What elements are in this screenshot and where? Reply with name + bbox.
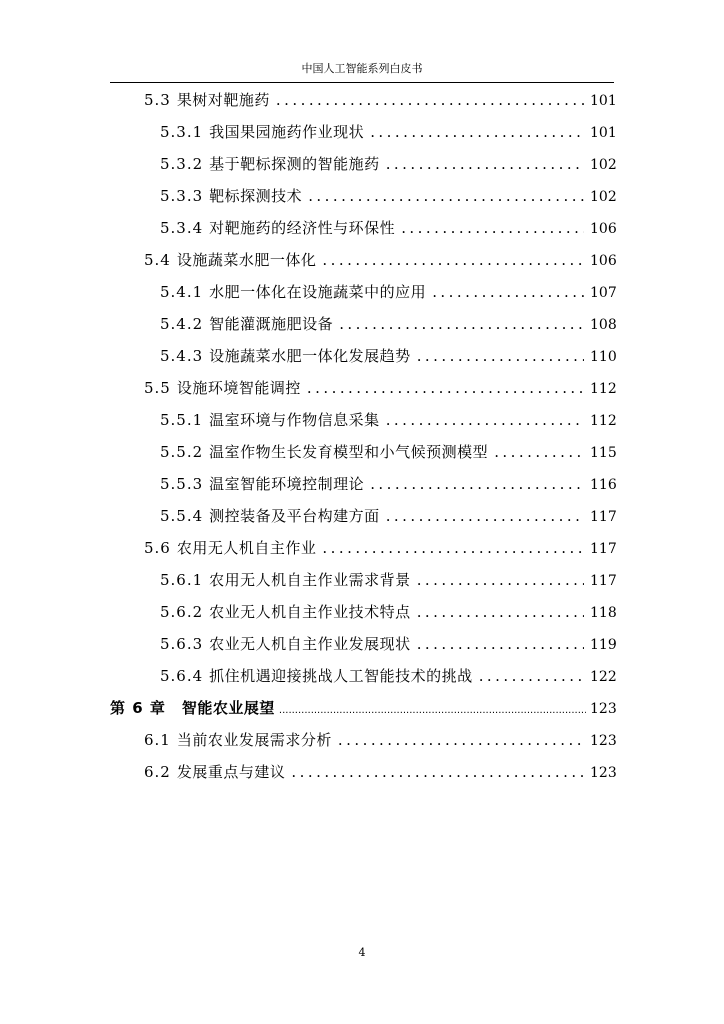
toc-entry[interactable] <box>160 213 617 243</box>
toc-entry-title: 我国果园施药作业现状 <box>209 123 365 141</box>
toc-entry[interactable] <box>160 149 617 179</box>
toc-entry-title: 果树对靶施药 <box>176 91 270 109</box>
toc-dot-leader <box>417 341 584 371</box>
toc-entry[interactable] <box>160 565 617 595</box>
toc-dot-leader <box>308 181 584 211</box>
toc-dot-leader <box>279 693 586 726</box>
toc-dot-leader <box>417 565 584 595</box>
toc-dot-leader <box>307 373 584 403</box>
toc-dot-leader <box>479 661 584 691</box>
toc-entry-number: 5.6.1 <box>160 571 204 589</box>
toc-entry-page-number: 118 <box>590 605 617 621</box>
header-rule <box>110 82 614 83</box>
toc-entry-number: 5.4.3 <box>160 347 204 365</box>
toc-entry-page-number: 116 <box>590 477 617 493</box>
toc-dot-leader <box>417 629 584 659</box>
toc-entry-number: 第 6 章 <box>110 699 166 717</box>
toc-entry-title: 农业无人机自主作业技术特点 <box>209 603 411 621</box>
toc-entry-title: 基于靶标探测的智能施药 <box>209 155 380 173</box>
toc-entry[interactable] <box>160 117 617 147</box>
toc-entry-title: 智能灌溉施肥设备 <box>209 315 334 333</box>
toc-entry-title: 农用无人机自主作业需求背景 <box>209 571 411 589</box>
toc-entry-number: 5.6.3 <box>160 635 204 653</box>
toc-entry-page-number: 123 <box>590 733 617 749</box>
toc-entry[interactable] <box>144 533 617 563</box>
toc-dot-leader <box>386 149 584 179</box>
toc-dot-leader <box>338 725 584 755</box>
toc-entry-title: 温室作物生长发育模型和小气候预测模型 <box>209 443 489 461</box>
toc-dot-leader <box>370 469 584 499</box>
toc-entry-title: 发展重点与建议 <box>176 763 286 781</box>
toc-entry[interactable] <box>160 661 617 691</box>
toc-entry-title: 智能农业展望 <box>181 699 275 717</box>
toc-dot-leader <box>370 117 584 147</box>
toc-entry-number: 5.4.2 <box>160 315 204 333</box>
toc-dot-leader <box>276 85 584 115</box>
toc-entry-title: 设施蔬菜水肥一体化 <box>176 251 317 269</box>
toc-entry-number: 5.5.2 <box>160 443 204 461</box>
toc-chapter-entry[interactable] <box>110 693 617 723</box>
toc-entry-page-number: 107 <box>590 285 617 301</box>
toc-entry-number: 5.5.3 <box>160 475 204 493</box>
toc-entry-page-number: 110 <box>590 349 617 365</box>
toc-entry[interactable] <box>144 757 617 787</box>
toc-entry-page-number: 117 <box>590 573 617 589</box>
toc-entry-number: 5.3.2 <box>160 155 204 173</box>
toc-entry-title: 温室智能环境控制理论 <box>209 475 365 493</box>
toc-entry[interactable] <box>160 501 617 531</box>
toc-entry-number: 5.6.2 <box>160 603 204 621</box>
toc-entry-page-number: 101 <box>590 93 617 109</box>
toc-entry[interactable] <box>160 629 617 659</box>
toc-entry-number: 6.2 <box>144 763 171 781</box>
toc-entry-page-number: 115 <box>590 445 617 461</box>
toc-entry[interactable] <box>144 725 617 755</box>
toc-dot-leader <box>494 437 584 467</box>
toc-dot-leader <box>339 309 584 339</box>
toc-entry-number: 6.1 <box>144 731 171 749</box>
toc-dot-leader <box>291 757 584 787</box>
toc-entry-title: 当前农业发展需求分析 <box>176 731 332 749</box>
toc-entry-page-number: 102 <box>590 157 617 173</box>
toc-entry[interactable] <box>160 469 617 499</box>
toc-entry-number: 5.5.1 <box>160 411 204 429</box>
toc-entry-number: 5.5.4 <box>160 507 204 525</box>
toc-dot-leader <box>417 597 584 627</box>
toc-entry-title: 农业无人机自主作业发展现状 <box>209 635 411 653</box>
toc-entry-title: 温室环境与作物信息采集 <box>209 411 380 429</box>
toc-entry-number: 5.4.1 <box>160 283 204 301</box>
toc-entry[interactable] <box>144 373 617 403</box>
toc-entry-page-number: 119 <box>590 637 617 653</box>
toc-entry-page-number: 122 <box>590 669 617 685</box>
toc-entry-number: 5.5 <box>144 379 171 397</box>
toc-entry[interactable] <box>160 277 617 307</box>
page-number: 4 <box>358 946 366 959</box>
toc-dot-leader <box>322 245 584 275</box>
toc-entry[interactable] <box>160 341 617 371</box>
toc-dot-leader <box>386 405 584 435</box>
toc-entry-number: 5.3.1 <box>160 123 204 141</box>
toc-entry-title: 抓住机遇迎接挑战人工智能技术的挑战 <box>209 667 473 685</box>
toc-entry-title: 水肥一体化在设施蔬菜中的应用 <box>209 283 427 301</box>
toc-entry-number: 5.4 <box>144 251 171 269</box>
toc-entry[interactable] <box>160 309 617 339</box>
toc-entry-number: 5.6.4 <box>160 667 204 685</box>
toc-entry-page-number: 102 <box>590 189 617 205</box>
toc-dot-leader <box>322 533 584 563</box>
toc-entry-page-number: 106 <box>590 221 617 237</box>
toc-entry-page-number: 106 <box>590 253 617 269</box>
toc-entry-number: 5.3.4 <box>160 219 204 237</box>
toc-entry-page-number: 112 <box>590 413 617 429</box>
toc-entry-page-number: 123 <box>590 701 617 717</box>
toc-entry[interactable] <box>160 597 617 627</box>
toc-entry-number: 5.3 <box>144 91 171 109</box>
toc-entry-page-number: 117 <box>590 509 617 525</box>
toc-entry-title: 靶标探测技术 <box>209 187 303 205</box>
toc-entry-number: 5.6 <box>144 539 171 557</box>
toc-entry-page-number: 108 <box>590 317 617 333</box>
toc-entry[interactable] <box>144 245 617 275</box>
toc-entry[interactable] <box>160 181 617 211</box>
toc-entry-page-number: 123 <box>590 765 617 781</box>
toc-entry[interactable] <box>160 437 617 467</box>
toc-entry-title: 设施蔬菜水肥一体化发展趋势 <box>209 347 411 365</box>
toc-entry-title: 测控装备及平台构建方面 <box>209 507 380 525</box>
toc-entry-page-number: 112 <box>590 381 617 397</box>
running-header: 中国人工智能系列白皮书 <box>301 62 423 75</box>
toc-entry-page-number: 101 <box>590 125 617 141</box>
toc-entry-page-number: 117 <box>590 541 617 557</box>
toc-entry[interactable] <box>144 85 617 115</box>
toc-entry-title: 对靶施药的经济性与环保性 <box>209 219 396 237</box>
toc-entry[interactable] <box>160 405 617 435</box>
toc-dot-leader <box>432 277 584 307</box>
toc-entry-title: 农用无人机自主作业 <box>176 539 317 557</box>
toc-dot-leader <box>386 501 584 531</box>
toc-entry-number: 5.3.3 <box>160 187 204 205</box>
toc-entry-title: 设施环境智能调控 <box>176 379 301 397</box>
toc-dot-leader <box>401 213 584 243</box>
